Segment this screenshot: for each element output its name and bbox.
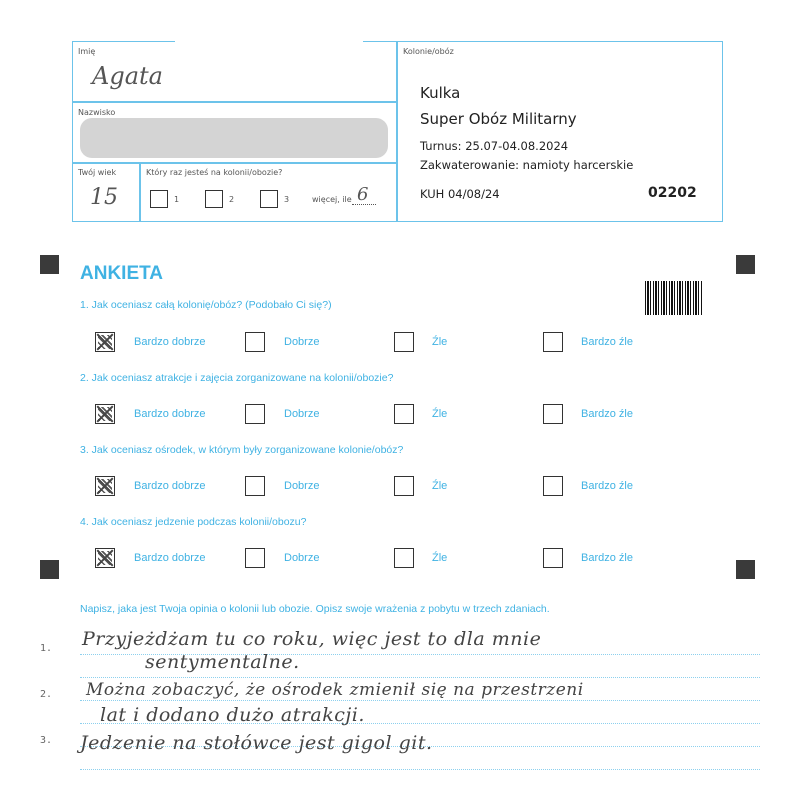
q1-option-dobrze-label: Dobrze	[284, 336, 320, 348]
q2-option-dobrze-checkbox[interactable]	[245, 404, 265, 424]
answer-text-line-4[interactable]: lat i dodano dużo atrakcji.	[100, 704, 365, 726]
q1-option-zle-checkbox[interactable]	[394, 332, 414, 352]
answer-line-3	[80, 700, 760, 701]
divider-nazwisko	[72, 162, 397, 164]
answer-text-line-3[interactable]: Można zobaczyć, że ośrodek zmienił się na przestrzeni	[86, 680, 584, 700]
q4-option-bardzo-zle-label: Bardzo źle	[581, 552, 633, 564]
form-number: 02202	[648, 185, 697, 201]
q3-option-zle-label: Źle	[432, 480, 448, 492]
q3-option-bardzo-zle-checkbox[interactable]	[543, 476, 563, 496]
q1-option-bardzo-dobrze-checkbox[interactable]	[95, 332, 115, 352]
ktory-raz-label: Który raz jesteś na kolonii/obozie?	[146, 168, 283, 177]
registration-mark-top-left	[40, 255, 59, 274]
form-code: KUH 04/08/24	[420, 187, 500, 201]
imie-label: Imię	[78, 47, 96, 56]
line-number-1: 1.	[40, 643, 53, 654]
barcode	[645, 281, 703, 315]
q3-option-dobrze-checkbox[interactable]	[245, 476, 265, 496]
question-2: 2. Jak oceniasz atrakcje i zajęcia zorganizowane na kolonii/obozie?	[80, 372, 394, 384]
q2-option-dobrze-label: Dobrze	[284, 408, 320, 420]
question-1: 1. Jak oceniasz całą kolonię/obóz? (Podobało Ci się?)	[80, 299, 332, 311]
nazwisko-label: Nazwisko	[78, 108, 116, 117]
ktory-raz-option-2: 2	[229, 195, 235, 204]
q4-option-zle-label: Źle	[432, 552, 448, 564]
question-3: 3. Jak oceniasz ośrodek, w którym były zorganizowane kolonie/obóz?	[80, 444, 404, 456]
answer-line-6	[80, 769, 760, 770]
ktory-raz-checkbox-3[interactable]	[260, 190, 278, 208]
q1-option-bardzo-zle-checkbox[interactable]	[543, 332, 563, 352]
kolonia-label: Kolonie/obóz	[403, 47, 454, 56]
q3-option-dobrze-label: Dobrze	[284, 480, 320, 492]
q1-option-bardzo-zle-label: Bardzo źle	[581, 336, 633, 348]
zakwaterowanie: Zakwaterowanie: namioty harcerskie	[420, 158, 634, 172]
q4-option-dobrze-label: Dobrze	[284, 552, 320, 564]
wiecej-label: więcej, ile	[312, 195, 352, 204]
registration-mark-top-right	[736, 255, 755, 274]
wiek-label: Twój wiek	[78, 168, 117, 177]
q1-option-zle-label: Źle	[432, 336, 448, 348]
line-number-3: 3.	[40, 735, 53, 746]
opinion-prompt: Napisz, jaka jest Twoja opinia o kolonii lub obozie. Opisz swoje wrażenia z pobytu w trzech zdaniach.	[80, 603, 550, 615]
survey-title: ANKIETA	[80, 263, 164, 284]
imie-value[interactable]: Agata	[92, 62, 163, 90]
q4-option-zle-checkbox[interactable]	[394, 548, 414, 568]
q2-option-bardzo-zle-checkbox[interactable]	[543, 404, 563, 424]
registration-mark-bottom-left	[40, 560, 59, 579]
line-number-2: 2.	[40, 689, 53, 700]
redaction-strip	[175, 36, 363, 48]
divider-wiek	[139, 162, 141, 222]
ktory-raz-checkbox-1[interactable]	[150, 190, 168, 208]
q2-option-bardzo-zle-label: Bardzo źle	[581, 408, 633, 420]
wiek-value[interactable]: 15	[90, 185, 118, 210]
q3-option-zle-checkbox[interactable]	[394, 476, 414, 496]
wiecej-value[interactable]: 6	[357, 184, 369, 205]
ktory-raz-option-1: 1	[174, 195, 180, 204]
registration-mark-bottom-right	[736, 560, 755, 579]
q1-option-bardzo-dobrze-label: Bardzo dobrze	[134, 336, 206, 348]
camp-name: Super Obóz Militarny	[420, 110, 577, 128]
nazwisko-redacted-field	[80, 118, 388, 158]
q1-option-dobrze-checkbox[interactable]	[245, 332, 265, 352]
question-4: 4. Jak oceniasz jedzenie podczas kolonii/obozu?	[80, 516, 307, 528]
divider-imie	[72, 101, 397, 103]
q4-option-bardzo-zle-checkbox[interactable]	[543, 548, 563, 568]
q3-option-bardzo-dobrze-label: Bardzo dobrze	[134, 480, 206, 492]
kolonia-name: Kulka	[420, 84, 461, 102]
q3-option-bardzo-zle-label: Bardzo źle	[581, 480, 633, 492]
q3-option-bardzo-dobrze-checkbox[interactable]	[95, 476, 115, 496]
ktory-raz-checkbox-2[interactable]	[205, 190, 223, 208]
answer-text-line-5[interactable]: Jedzenie na stołówce jest gigol git.	[80, 732, 433, 754]
q2-option-bardzo-dobrze-label: Bardzo dobrze	[134, 408, 206, 420]
q2-option-bardzo-dobrze-checkbox[interactable]	[95, 404, 115, 424]
turnus: Turnus: 25.07-04.08.2024	[420, 139, 569, 153]
q4-option-bardzo-dobrze-checkbox[interactable]	[95, 548, 115, 568]
q2-option-zle-label: Źle	[432, 408, 448, 420]
answer-text-line-2[interactable]: sentymentalne.	[145, 651, 300, 673]
ktory-raz-option-3: 3	[284, 195, 290, 204]
q4-option-dobrze-checkbox[interactable]	[245, 548, 265, 568]
answer-text-line-1[interactable]: Przyjeżdżam tu co roku, więc jest to dla mnie	[82, 628, 542, 650]
q2-option-zle-checkbox[interactable]	[394, 404, 414, 424]
q4-option-bardzo-dobrze-label: Bardzo dobrze	[134, 552, 206, 564]
answer-line-2	[80, 677, 760, 678]
header-divider	[396, 41, 398, 222]
